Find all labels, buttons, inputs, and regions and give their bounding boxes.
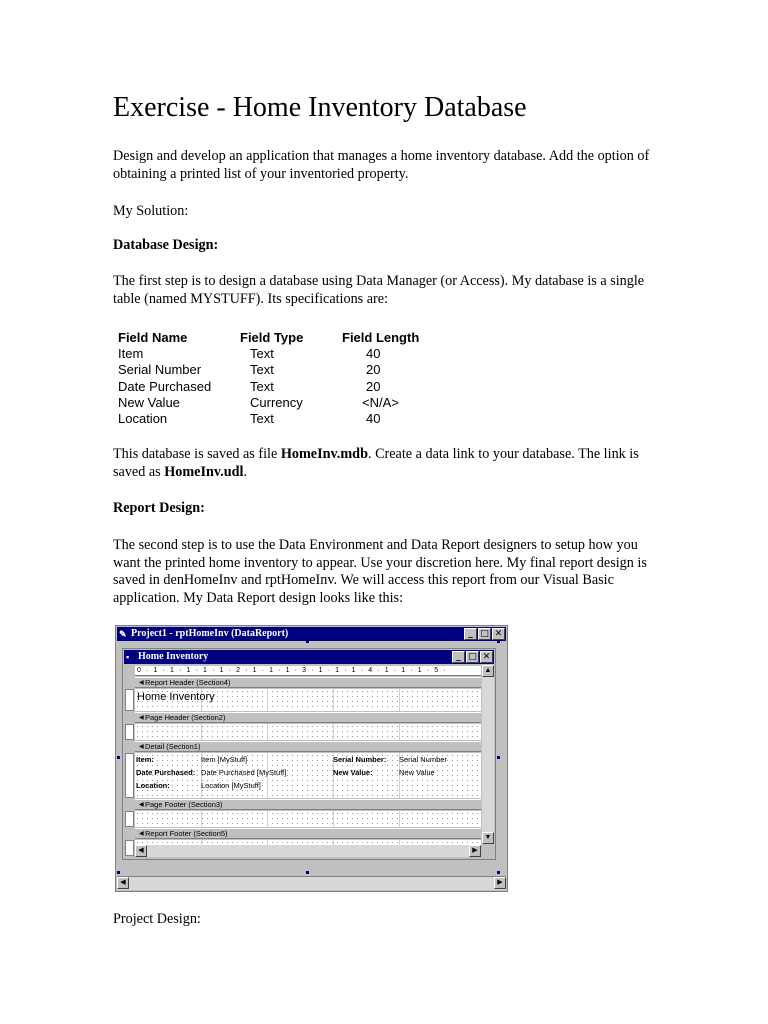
maximize-icon: □ xyxy=(478,628,491,640)
database-paragraph: The first step is to design a database using Data Manager (or Access). My database is a single table (named MYSTUFF). Its specifications are: xyxy=(113,273,645,307)
date-caption: Date Purchased: xyxy=(136,768,196,777)
resize-handle xyxy=(306,640,309,643)
intro-paragraph: Design and develop an application that manages a home inventory database. Add the option of obtaining a printed list of your inventoried property. xyxy=(113,148,650,182)
field-length-cell: <N/A> xyxy=(362,394,399,410)
inner-titlebar xyxy=(124,650,494,664)
header-field-type: Field Type xyxy=(240,330,304,345)
report-title-label: Home Inventory xyxy=(137,691,215,703)
scroll-left-icon: ◀ xyxy=(117,877,129,889)
inner-vertical-scrollbar xyxy=(482,665,494,844)
grid-line xyxy=(201,811,202,827)
report-footer-section-bar xyxy=(135,828,481,839)
saved-paragraph xyxy=(113,446,653,481)
item-caption: Item: xyxy=(136,755,154,764)
minimize-icon: _ xyxy=(464,628,477,640)
field-length-cell: 20 xyxy=(366,362,381,378)
grid-line xyxy=(333,724,334,740)
detail-area xyxy=(135,753,481,798)
my-solution-label: My Solution: xyxy=(113,203,189,219)
saved-text-2: . Create a data link to your database. The link is saved as xyxy=(113,446,639,480)
header-field-name: Field Name xyxy=(118,330,188,345)
section-arrow-icon: ◀ xyxy=(139,744,144,750)
grid-line xyxy=(267,689,268,711)
field-type-cell: Text xyxy=(250,378,274,394)
outer-window-title: Project1 - rptHomeInv (DataReport) xyxy=(131,628,289,639)
report-footer-label: Report Footer (Section5) xyxy=(145,829,228,838)
resize-handle xyxy=(497,640,500,643)
page-title: Exercise - Home Inventory Database xyxy=(113,92,527,123)
page-header-area xyxy=(135,724,481,740)
database-design-heading: Database Design: xyxy=(113,237,219,253)
outer-horizontal-scrollbar xyxy=(117,876,506,890)
horizontal-ruler: 0 · 1 · 1 · 1 · 1 · 1 · 2 · 1 · 1 · 1 · 3 · 1 · 1 · 1 · 4 · 1 · 1 · 1 · 5 · xyxy=(135,666,481,676)
saved-text-1: This database is saved as file xyxy=(113,446,281,462)
location-field: Location [MyStuff] xyxy=(201,781,261,790)
page-header-label: Page Header (Section2) xyxy=(145,713,226,722)
grid-line xyxy=(399,724,400,740)
field-name-cell: Item xyxy=(118,346,144,362)
outer-titlebar xyxy=(117,627,506,641)
serial-field: Serial Number xyxy=(399,755,447,764)
resize-handle xyxy=(497,756,500,759)
page-footer-label: Page Footer (Section3) xyxy=(145,800,223,809)
report-header-area xyxy=(135,689,481,711)
field-type-cell: Text xyxy=(250,346,274,362)
section-arrow-icon: ◀ xyxy=(139,802,144,808)
data-report-screenshot xyxy=(115,625,508,892)
udl-filename: HomeInv.udl xyxy=(164,463,244,480)
field-length-cell: 40 xyxy=(366,346,381,362)
scroll-up-icon: ▲ xyxy=(482,665,494,677)
section-arrow-icon: ◀ xyxy=(139,715,144,721)
detail-section-bar xyxy=(135,741,481,752)
grid-line xyxy=(267,811,268,827)
saved-text-3: . xyxy=(243,463,248,480)
field-length-cell: 20 xyxy=(366,378,381,394)
report-paragraph: The second step is to use the Data Environment and Data Report designers to setup how you want the printed home inventory to appear. Use your discretion here. My final report design is saved in denHomeInv and rptHomeInv. We will access this report from our Visual Basic application. My Data Report design looks like this: xyxy=(113,537,647,606)
newvalue-caption: New Value: xyxy=(333,768,373,777)
detail-label: Detail (Section1) xyxy=(145,742,201,751)
field-type-cell: Text xyxy=(250,362,274,378)
page-header-section-bar xyxy=(135,712,481,723)
report-design-heading: Report Design: xyxy=(113,500,205,516)
section-arrow-icon: ◀ xyxy=(139,831,144,837)
field-name-cell: Serial Number xyxy=(118,362,202,378)
report-designer-window xyxy=(122,648,496,860)
page-footer-section-bar xyxy=(135,799,481,810)
serial-caption: Serial Number: xyxy=(333,755,387,764)
grid-line xyxy=(333,689,334,711)
field-name-cell: Location xyxy=(118,410,168,426)
vertical-ruler xyxy=(125,724,134,740)
close-icon: ✕ xyxy=(492,628,505,640)
vertical-ruler xyxy=(125,811,134,827)
header-field-length: Field Length xyxy=(342,330,420,345)
vertical-ruler xyxy=(125,753,134,798)
vb-app-icon: ✎ xyxy=(119,629,127,639)
outer-window-buttons xyxy=(464,628,505,640)
field-type-cell: Text xyxy=(250,410,274,426)
page-footer-area xyxy=(135,811,481,827)
field-type-cell: Currency xyxy=(250,394,303,410)
minimize-icon: _ xyxy=(452,651,465,663)
project-design-label: Project Design: xyxy=(113,911,201,927)
report-icon: ▪ xyxy=(126,652,130,662)
grid-line xyxy=(399,811,400,827)
resize-handle xyxy=(117,756,120,759)
grid-line xyxy=(333,811,334,827)
section-arrow-icon: ◀ xyxy=(139,680,144,686)
resize-handle xyxy=(497,871,500,874)
location-caption: Location: xyxy=(136,781,170,790)
inner-window-title: Home Inventory xyxy=(138,651,209,662)
scroll-right-icon: ▶ xyxy=(469,845,481,857)
report-header-label: Report Header (Section4) xyxy=(145,678,231,687)
grid-line xyxy=(267,724,268,740)
mdb-filename: HomeInv.mdb xyxy=(280,446,368,462)
inner-horizontal-scrollbar xyxy=(135,845,481,857)
close-icon: ✕ xyxy=(480,651,493,663)
item-field: Item [MyStuff] xyxy=(201,755,248,764)
scroll-left-icon: ◀ xyxy=(135,845,147,857)
resize-handle xyxy=(117,871,120,874)
field-length-cell: 40 xyxy=(366,410,381,426)
newvalue-field: New Value xyxy=(399,768,435,777)
maximize-icon: □ xyxy=(466,651,479,663)
resize-handle xyxy=(306,871,309,874)
grid-line xyxy=(399,689,400,711)
field-name-cell: Date Purchased xyxy=(118,378,212,394)
scroll-down-icon: ▼ xyxy=(482,832,494,844)
vertical-ruler xyxy=(125,689,134,711)
field-name-cell: New Value xyxy=(118,394,180,410)
grid-line xyxy=(201,724,202,740)
scroll-right-icon: ▶ xyxy=(494,877,506,889)
inner-window-buttons xyxy=(452,651,493,663)
date-field: Date Purchased [MyStuff] xyxy=(201,768,287,777)
report-header-section-bar xyxy=(135,677,481,688)
vertical-ruler xyxy=(125,840,134,856)
